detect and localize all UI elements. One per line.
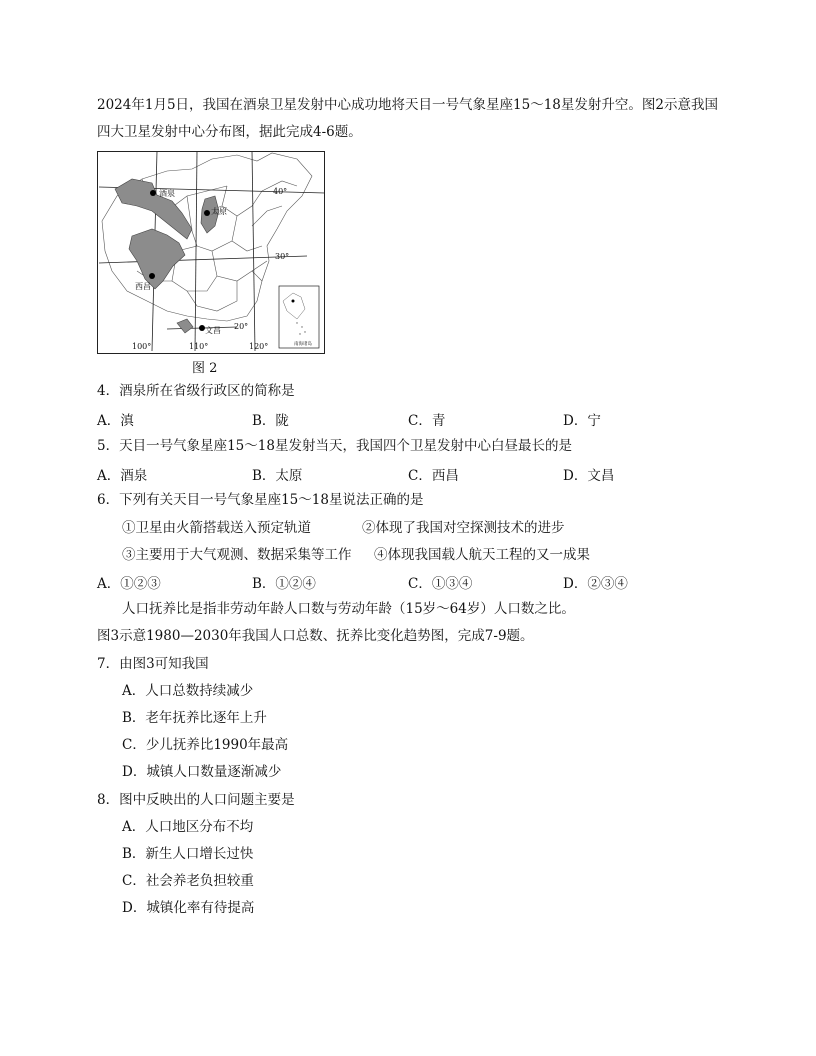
- intro2-line-1: 人口抚养比是指非劳动年龄人口数与劳动年龄（15岁～64岁）人口数之比。: [122, 601, 575, 617]
- site-xichang: [149, 273, 155, 279]
- lon-label-100: 100°: [132, 342, 152, 351]
- q5-option-b[interactable]: B．太原: [252, 468, 303, 484]
- q6-option-b[interactable]: B．①②④: [252, 576, 316, 592]
- q6-statement-4: ④体现我国载人航天工程的又一成果: [374, 547, 590, 563]
- q7-option-b[interactable]: B．老年抚养比逐年上升: [122, 710, 267, 726]
- lon-label-110: 110°: [189, 342, 209, 351]
- south-sea-inset: [279, 286, 319, 348]
- q7-option-d[interactable]: D．城镇人口数量逐渐减少: [122, 764, 282, 780]
- q4-option-d[interactable]: D．宁: [563, 413, 601, 429]
- q5-stem: 5．天目一号气象星座15～18星发射当天，我国四个卫星发射中心白昼最长的是: [97, 438, 572, 454]
- lon-label-120: 120°: [249, 342, 269, 351]
- lat-label-40: 40°: [273, 187, 288, 196]
- q8-option-b[interactable]: B．新生人口增长过快: [122, 846, 254, 862]
- site-jiuquan: [150, 190, 156, 196]
- intro-line-2: 四大卫星发射中心分布图，据此完成4-6题。: [97, 124, 362, 140]
- intro-line-1: 2024年1月5日，我国在酒泉卫星发射中心成功地将天目一号气象星座15～18星发射升空。图2示意我国: [97, 97, 718, 113]
- q7-option-c[interactable]: C．少儿抚养比1990年最高: [122, 737, 289, 753]
- label-wenchang: 文昌: [205, 326, 221, 335]
- q6-statement-1: ①卫星由火箭搭载送入预定轨道: [122, 520, 311, 536]
- figure-caption: 图 2: [192, 361, 218, 376]
- q4-option-b[interactable]: B．陇: [252, 413, 289, 429]
- q8-stem: 8．图中反映出的人口问题主要是: [97, 792, 295, 808]
- launch-site-map: [97, 151, 325, 356]
- q5-option-a[interactable]: A．酒泉: [97, 468, 148, 484]
- q8-option-d[interactable]: D．城镇化率有待提高: [122, 900, 255, 916]
- label-xichang: 西昌: [135, 282, 151, 291]
- q6-option-d[interactable]: D．②③④: [563, 576, 628, 592]
- q7-stem: 7．由图3可知我国: [97, 656, 209, 672]
- lat-label-20: 20°: [234, 322, 249, 331]
- label-jiuquan: 酒泉: [159, 189, 175, 198]
- q6-option-a[interactable]: A．①②③: [97, 576, 161, 592]
- q6-option-c[interactable]: C．①③④: [408, 576, 473, 592]
- inset-label: 南海诸岛: [294, 342, 312, 347]
- label-taiyuan: 太原: [211, 207, 227, 216]
- q7-option-a[interactable]: A．人口总数持续减少: [122, 683, 254, 699]
- q6-statement-2: ②体现了我国对空探测技术的进步: [362, 520, 565, 536]
- q4-option-a[interactable]: A．滇: [97, 413, 134, 429]
- q6-stem: 6．下列有关天目一号气象星座15～18星说法正确的是: [97, 492, 424, 508]
- intro2-line-2: 图3示意1980—2030年我国人口总数、抚养比变化趋势图，完成7-9题。: [97, 628, 534, 644]
- q4-option-c[interactable]: C．青: [408, 413, 446, 429]
- q8-option-c[interactable]: C．社会养老负担较重: [122, 873, 254, 889]
- q4-stem: 4．酒泉所在省级行政区的简称是: [97, 383, 295, 399]
- q8-option-a[interactable]: A．人口地区分布不均: [122, 819, 254, 835]
- q5-option-c[interactable]: C．西昌: [408, 468, 459, 484]
- site-taiyuan: [204, 210, 210, 216]
- lat-label-30: 30°: [275, 252, 290, 261]
- q5-option-d[interactable]: D．文昌: [563, 468, 615, 484]
- q6-statement-3: ③主要用于大气观测、数据采集等工作: [122, 547, 352, 563]
